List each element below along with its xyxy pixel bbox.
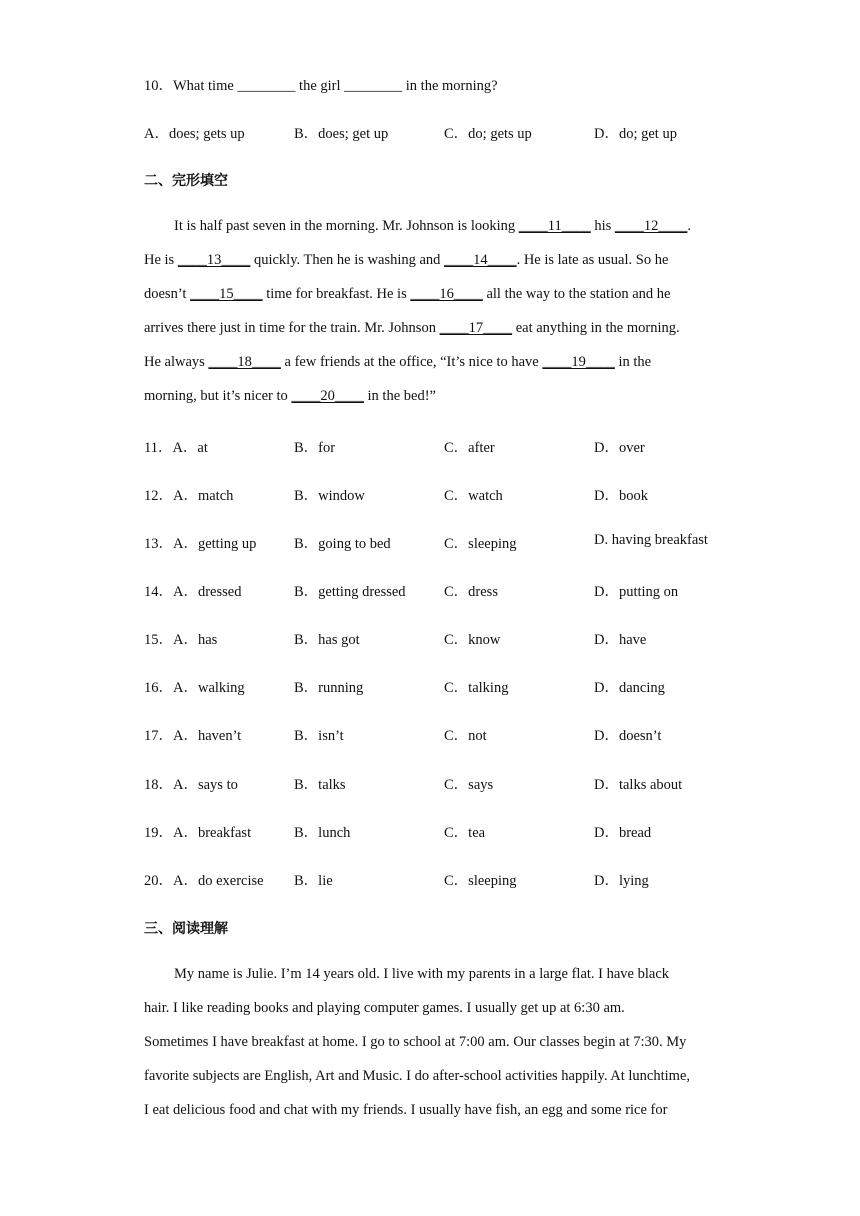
option-c: C．not — [444, 728, 487, 744]
question-12 — [144, 484, 744, 504]
blank-16: ____16____ — [410, 286, 483, 302]
question-20 — [144, 869, 744, 889]
blank-15: ____15____ — [190, 286, 263, 302]
passage-line: Sometimes I have breakfast at home. I go to school at 7:00 am. Our classes begin at 7:30. My — [144, 1034, 687, 1050]
option-a: 13．A．getting up — [144, 536, 257, 552]
option-c: C．says — [444, 777, 494, 793]
option-b: B．window — [294, 488, 365, 504]
option-a: 18．A．says to — [144, 777, 238, 793]
question-11 — [144, 436, 744, 456]
blank-17: ____17____ — [439, 320, 513, 336]
question-19 — [144, 821, 744, 841]
blank-19: ____19____ — [542, 354, 615, 370]
option-b: B．has got — [294, 632, 360, 648]
option-d: D．talks about — [594, 777, 683, 793]
question-16 — [144, 676, 744, 696]
option-c: C．sleeping — [444, 873, 517, 889]
option-c: C．sleeping — [444, 536, 517, 552]
option-c: C．after — [444, 440, 495, 456]
blank-14: ____14____ — [444, 252, 517, 268]
passage-line: He always ____18____ a few friends at the office, “It’s nice to have ____19____ in the — [144, 354, 652, 370]
option-d: D．dancing — [594, 680, 665, 696]
question-10-stem: 10．What time ________ the girl ________ in the morning? — [144, 78, 498, 94]
option-d: D．over — [594, 440, 645, 456]
option-c: C．know — [444, 632, 501, 648]
question-15 — [144, 628, 744, 648]
option-a: 19．A．breakfast — [144, 825, 252, 841]
passage-line: He is ____13____ quickly. Then he is washing and ____14____. He is late as usual. So he — [144, 252, 669, 268]
option-a: 14．A．dressed — [144, 584, 242, 600]
blank-18: ____18____ — [208, 354, 281, 370]
option-d: D．lying — [594, 873, 649, 889]
passage-line: hair. I like reading books and playing computer games. I usually get up at 6:30 am. — [144, 1000, 625, 1016]
option-d: D．book — [594, 488, 648, 504]
option-d: D．doesn’t — [594, 728, 662, 744]
option-a: 15．A．has — [144, 632, 218, 648]
blank-12: ____12____ — [614, 218, 688, 234]
option-b: B．getting dressed — [294, 584, 406, 600]
option-b: B．running — [294, 680, 364, 696]
question-10-option-d: D．do; get up — [594, 126, 677, 142]
passage-line: arrives there just in time for the train. Mr. Johnson ____17____ eat anything in the morning. — [144, 320, 680, 336]
option-b: B．isn’t — [294, 728, 344, 744]
option-b: B．talks — [294, 777, 346, 793]
option-a: 11．A．at — [144, 440, 208, 456]
section-3-heading: 三、阅读理解 — [144, 921, 228, 937]
passage-line: My name is Julie. I’m 14 years old. I live with my parents in a large flat. I have black — [174, 966, 670, 982]
blank-13: ____13____ — [177, 252, 251, 268]
passage-line: It is half past seven in the morning. Mr. Johnson is looking ____11____ his ____12____. — [174, 218, 692, 234]
option-d: D．have — [594, 632, 647, 648]
option-b: B．for — [294, 440, 336, 456]
question-13 — [144, 532, 744, 552]
blank-11: ____11____ — [518, 218, 591, 234]
passage-line: doesn’t ____15____ time for breakfast. He is ____16____ all the way to the station and he — [144, 286, 671, 302]
option-d: D．putting on — [594, 584, 679, 600]
blank-20: ____20____ — [291, 388, 364, 404]
option-d: D. having breakfast — [594, 532, 708, 548]
option-c: C．tea — [444, 825, 486, 841]
option-c: C．talking — [444, 680, 509, 696]
option-a: 20．A．do exercise — [144, 873, 264, 889]
passage-line: morning, but it’s nicer to ____20____ in the bed!” — [144, 388, 436, 404]
option-b: B．going to bed — [294, 536, 391, 552]
question-10-options — [144, 122, 744, 142]
question-10-option-c: C．do; gets up — [444, 126, 532, 142]
question-18 — [144, 773, 744, 793]
question-17 — [144, 724, 744, 744]
question-10-option-b: B．does; get up — [294, 126, 389, 142]
passage-line: I eat delicious food and chat with my friends. I usually have fish, an egg and some rice for — [144, 1102, 668, 1118]
option-b: B．lunch — [294, 825, 351, 841]
option-c: C．watch — [444, 488, 503, 504]
question-10-option-a: A．does; gets up — [144, 126, 245, 142]
option-b: B．lie — [294, 873, 333, 889]
section-2-heading: 二、完形填空 — [144, 173, 228, 189]
option-a: 17．A．haven’t — [144, 728, 242, 744]
passage-line: favorite subjects are English, Art and Music. I do after-school activities happily. At lunchtime, — [144, 1068, 691, 1084]
option-c: C．dress — [444, 584, 498, 600]
option-d: D．bread — [594, 825, 652, 841]
option-a: 12．A．match — [144, 488, 234, 504]
option-a: 16．A．walking — [144, 680, 245, 696]
question-14 — [144, 580, 744, 600]
